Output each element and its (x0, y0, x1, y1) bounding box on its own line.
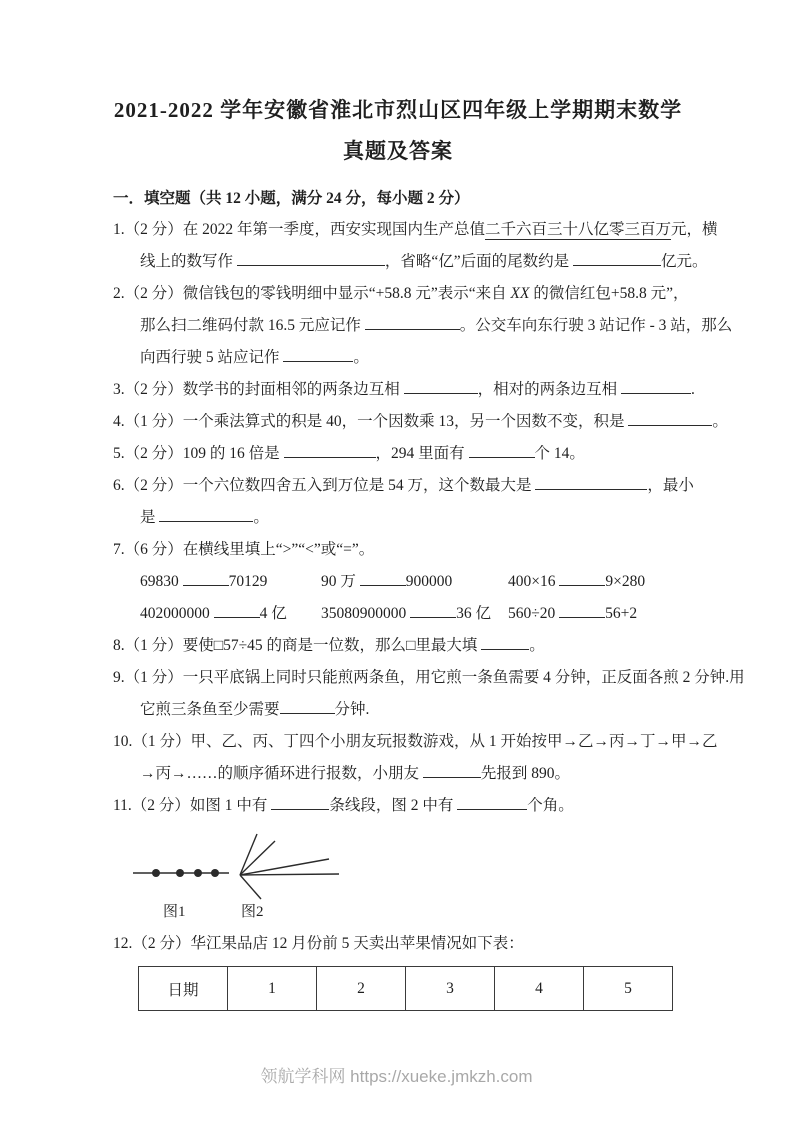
paper-title-line2: 真题及答案 (343, 139, 453, 163)
text-segment: ，相对的两条边互相 (477, 381, 622, 398)
question-line (113, 694, 683, 726)
question-3 (113, 374, 695, 406)
comparison-cell (140, 566, 321, 598)
question-line (113, 534, 683, 566)
text-segment: 36 亿 (456, 605, 492, 622)
blank-line (535, 474, 647, 490)
blank-line (469, 442, 535, 458)
text-segment: 。公交车向东行驶 3 站记作 - 3 站，那么 (459, 317, 733, 334)
text-segment: 6.（2 分）一个六位数四舍五入到万位是 54 万，这个数最大是 (113, 477, 536, 494)
question-line (113, 630, 683, 662)
italic-text: XX (510, 285, 530, 302)
question-4 (113, 406, 728, 438)
underlined-text: 二千六百三十八亿零三百万 (485, 221, 672, 238)
question-line (113, 246, 708, 278)
text-segment: 个 14。 (534, 445, 585, 462)
question-line (113, 438, 683, 470)
blank-line (280, 698, 335, 714)
text-segment: 10.（1 分）甲、乙、丙、丁四个小朋友玩报数游戏，从 1 开始按甲→乙→丙→丁→甲→乙 (113, 733, 718, 750)
question-line (113, 214, 718, 246)
text-segment: 。 (253, 509, 269, 526)
paper-title-line1: 2021-2022 学年安徽省淮北市烈山区四年级上学期期末数学 (113, 98, 683, 122)
text-segment: 的微信红包+58.8 元”， (529, 285, 689, 302)
question-line (113, 928, 683, 960)
comparison-cell (508, 566, 683, 598)
blank-line (214, 602, 260, 618)
text-segment: 。 (712, 413, 728, 430)
comparison-cell (321, 566, 508, 598)
text-segment: ，294 里面有 (375, 445, 469, 462)
figure-1-line-segment-drawing (131, 858, 231, 888)
comparison-cell (508, 598, 683, 630)
text-segment: 亿元。 (661, 253, 708, 270)
text-segment: 8.（1 分）要使□57÷45 的商是一位数，那么□里最大填 (113, 637, 482, 654)
blank-line (283, 346, 353, 362)
text-segment: ，省略“亿”后面的尾数约是 (384, 253, 574, 270)
text-segment: 。 (353, 349, 369, 366)
blank-line (573, 250, 661, 266)
question-line (113, 790, 683, 822)
question-line (113, 374, 695, 406)
question-line (113, 470, 694, 502)
text-segment: 70129 (228, 573, 268, 590)
question-12 (113, 928, 683, 960)
table-cell: 日期 (139, 967, 228, 1011)
watermark-footer: 领航学科网 https://xueke.jmkzh.com (260, 1067, 533, 1086)
question-11-figures (113, 826, 683, 928)
section-heading: 一．填空题（共 12 小题，满分 24 分，每小题 2 分） (113, 190, 470, 207)
text-segment: 402000000 (140, 605, 214, 622)
blank-line (237, 250, 385, 266)
blank-line (457, 794, 527, 810)
blank-line (183, 570, 229, 586)
blank-line (621, 378, 691, 394)
comparison-row (113, 566, 683, 598)
text-segment: 线上的数写作 (140, 253, 237, 270)
blank-line (410, 602, 456, 618)
figure-2-angle-rays-drawing (235, 828, 347, 902)
question-5 (113, 438, 683, 470)
question-6 (113, 470, 694, 534)
blank-line (628, 410, 712, 426)
question-9 (113, 662, 745, 726)
question-line (113, 278, 689, 310)
blank-line (481, 634, 529, 650)
blank-line (365, 314, 460, 330)
text-segment: 那么扫二维码付款 16.5 元应记作 (140, 317, 365, 334)
blank-line (559, 602, 605, 618)
question-8 (113, 630, 683, 662)
text-segment: 56+2 (605, 605, 638, 622)
figure-1-label: 图1 (163, 904, 186, 920)
text-segment: 5.（2 分）109 的 16 倍是 (113, 445, 284, 462)
apple-sales-table (138, 966, 673, 1011)
blank-line (404, 378, 478, 394)
text-segment: 90 万 (321, 573, 360, 590)
question-line (113, 758, 683, 790)
question-line (113, 310, 733, 342)
text-segment: 向西行驶 5 站应记作 (140, 349, 284, 366)
text-segment: 9×280 (605, 573, 646, 590)
question-11 (113, 790, 683, 822)
text-segment: ，最小 (647, 477, 694, 494)
text-segment: 元，横 (671, 221, 718, 238)
blank-line (423, 762, 481, 778)
text-segment: →丙→……的顺序循环进行报数，小朋友 (140, 765, 423, 782)
text-segment: 12.（2 分）华江果品店 12 月份前 5 天卖出苹果情况如下表： (113, 935, 524, 952)
text-segment: 个角。 (527, 797, 574, 814)
table-cell: 2 (317, 967, 406, 1011)
text-segment: 4.（1 分）一个乘法算式的积是 40，一个因数乘 13，另一个因数不变，积是 (113, 413, 629, 430)
question-10 (113, 726, 718, 790)
question-line (113, 406, 728, 438)
text-segment: 1.（2 分）在 2022 年第一季度，西安实现国内生产总值 (113, 221, 486, 238)
comparison-row (113, 598, 683, 630)
text-segment: 900000 (405, 573, 453, 590)
text-segment: 先报到 890。 (480, 765, 571, 782)
page-content (113, 90, 745, 1011)
blank-line (360, 570, 406, 586)
question-2 (113, 278, 733, 374)
text-segment: 2.（2 分）微信钱包的零钱明细中显示“+58.8 元”表示“来自 (113, 285, 511, 302)
blank-line (159, 506, 253, 522)
text-segment: . (691, 381, 695, 398)
table-cell: 5 (584, 967, 673, 1011)
text-segment: 9.（1 分）一只平底锅上同时只能煎两条鱼，用它煎一条鱼需要 4 分钟，正反面各煎 2 分钟.用 (113, 669, 745, 686)
question-7 (113, 534, 683, 630)
text-segment: 条线段，图 2 中有 (329, 797, 458, 814)
text-segment: 35080900000 (321, 605, 411, 622)
text-segment: 3.（2 分）数学书的封面相邻的两条边互相 (113, 381, 404, 398)
text-segment: 是 (140, 509, 160, 526)
figure-2-label: 图2 (241, 904, 264, 920)
table-cell: 1 (228, 967, 317, 1011)
blank-line (271, 794, 329, 810)
text-segment: 400×16 (508, 573, 560, 590)
table-cell: 4 (495, 967, 584, 1011)
question-1 (113, 214, 718, 278)
blank-line (284, 442, 376, 458)
table-header-row (139, 967, 673, 1011)
blank-line (559, 570, 605, 586)
question-line (113, 502, 683, 534)
text-segment: 分钟. (334, 701, 370, 718)
text-segment: 4 亿 (259, 605, 287, 622)
text-segment: 69830 (140, 573, 183, 590)
text-segment: 它煎三条鱼至少需要 (140, 701, 280, 718)
table-cell: 3 (406, 967, 495, 1011)
comparison-cell (140, 598, 321, 630)
text-segment: 7.（6 分）在横线里填上“>”“<”或“=”。 (113, 541, 375, 558)
question-line (113, 662, 745, 694)
question-line (113, 726, 718, 758)
question-line (113, 342, 683, 374)
text-segment: 11.（2 分）如图 1 中有 (113, 797, 272, 814)
text-segment: 560÷20 (508, 605, 560, 622)
comparison-cell (321, 598, 508, 630)
text-segment: 。 (529, 637, 545, 654)
